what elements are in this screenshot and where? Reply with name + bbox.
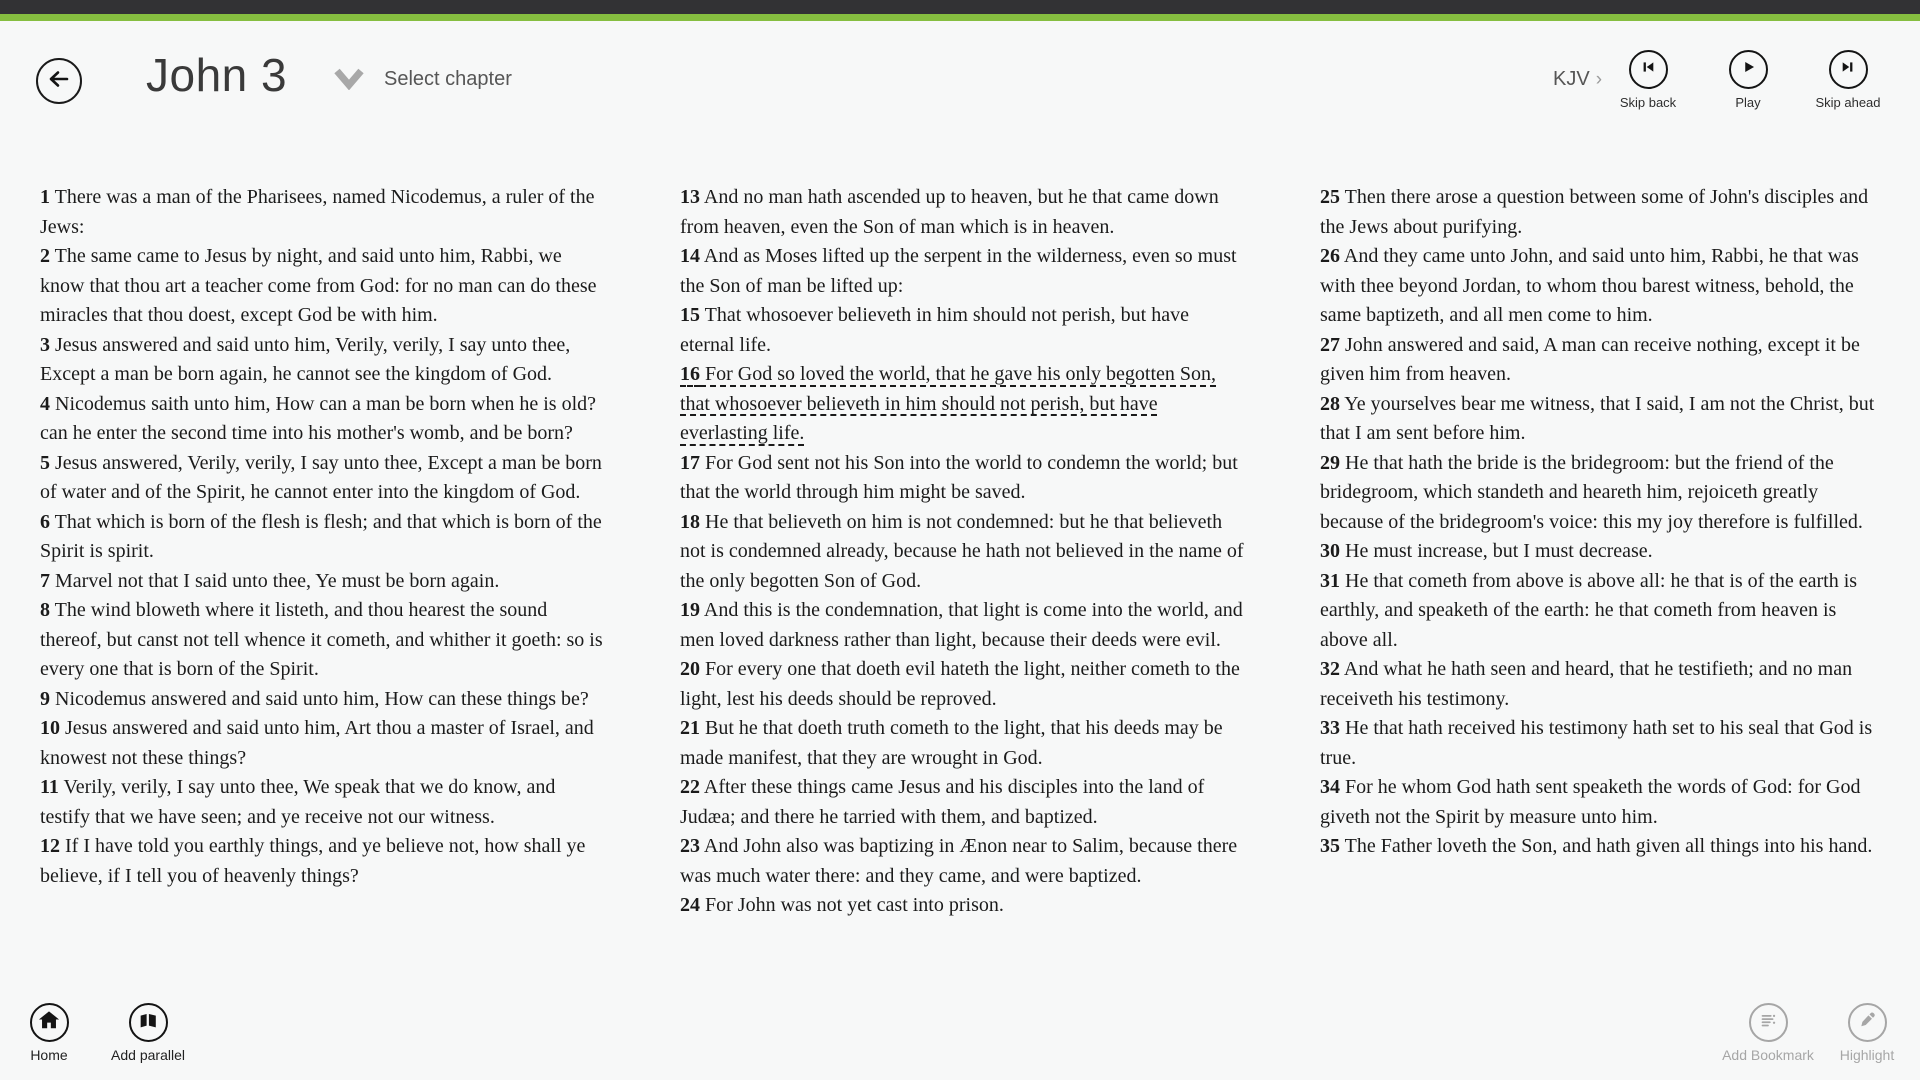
verse-number: 27 (1320, 333, 1340, 356)
skip-ahead-label: Skip ahead (1815, 95, 1881, 110)
back-arrow-icon (46, 66, 72, 97)
verse-25[interactable]: 25 Then there arose a question between some of John's disciples and the Jews about purifying. (1320, 186, 1869, 238)
play-label: Play (1735, 95, 1761, 110)
verse-number: 13 (680, 186, 700, 208)
verse-number: 10 (40, 717, 60, 739)
add-parallel-label: Add parallel (111, 1047, 185, 1063)
add-bookmark-label: Add Bookmark (1722, 1047, 1814, 1063)
add-parallel-button[interactable] (98, 1003, 198, 1063)
verse-6[interactable]: 6 That which is born of the flesh is flesh; and that which is born of the Spirit is spirit. (40, 510, 602, 562)
verse-21[interactable]: 21 But he that doeth truth cometh to the light, that his deeds may be made manifest, that they are wrought in God. (680, 717, 1223, 769)
home-icon (38, 1009, 60, 1036)
verse-number: 9 (40, 687, 50, 710)
verse-number: 31 (1320, 569, 1340, 592)
verse-number: 21 (680, 717, 700, 739)
add-parallel-icon (137, 1009, 159, 1036)
verse-11[interactable]: 11 Verily, verily, I say unto thee, We speak that we do know, and testify that we have seen; and ye receive not our witness. (40, 776, 556, 828)
verse-number: 25 (1320, 186, 1340, 208)
verse-10[interactable]: 10 Jesus answered and said unto him, Art thou a master of Israel, and knowest not these things? (40, 717, 594, 769)
verse-number: 23 (680, 835, 700, 857)
play-button[interactable] (1706, 50, 1790, 110)
verse-26[interactable]: 26 And they came unto John, and said unto him, Rabbi, he that was with thee beyond Jordan, to whom thou barest witness, behold, the same baptizeth, and all men come to him. (1320, 245, 1859, 326)
bookmark-icon (1757, 1009, 1779, 1036)
verse-number: 12 (40, 835, 60, 857)
chevron-down-icon[interactable] (333, 68, 365, 90)
version-selector[interactable] (1553, 68, 1602, 91)
home-label: Home (30, 1047, 68, 1063)
verse-number: 33 (1320, 717, 1340, 739)
home-button[interactable] (7, 1003, 91, 1063)
verse-34[interactable]: 34 For he whom God hath sent speaketh the words of God: for God giveth not the Spirit by measure unto him. (1320, 776, 1861, 828)
verse-number: 8 (40, 599, 50, 621)
verse-number: 28 (1320, 392, 1340, 415)
verse-number: 19 (680, 599, 700, 621)
verse-7[interactable]: 7 Marvel not that I said unto thee, Ye must be born again. (40, 569, 500, 592)
verse-number: 16 (680, 363, 700, 385)
add-bookmark-button[interactable] (1703, 1003, 1833, 1063)
verse-number: 29 (1320, 451, 1340, 474)
verse-number: 30 (1320, 540, 1340, 562)
verse-4[interactable]: 4 Nicodemus saith unto him, How can a man be born when he is old? can he enter the second time into his mother's womb, and be born? (40, 392, 596, 444)
verse-number: 2 (40, 245, 50, 267)
verse-number: 7 (40, 569, 50, 592)
verse-35[interactable]: 35 The Father loveth the Son, and hath given all things into his hand. (1320, 835, 1873, 857)
highlight-label: Highlight (1839, 1047, 1895, 1063)
verse-29[interactable]: 29 He that hath the bride is the bridegroom: but the friend of the bridegroom, which standeth and heareth him, rejoiceth greatly because of the bridegroom's voice: this my joy therefore is fulfilled. (1320, 451, 1863, 533)
verse-32[interactable]: 32 And what he hath seen and heard, that he testifieth; and no man receiveth his testimony. (1320, 658, 1853, 710)
verse-30[interactable]: 30 He must increase, but I must decrease. (1320, 540, 1653, 562)
verse-number: 3 (40, 333, 50, 356)
skip-back-label: Skip back (1619, 95, 1677, 110)
verse-column-1 (40, 183, 604, 891)
play-icon (1737, 56, 1759, 83)
skip-back-button[interactable] (1606, 50, 1690, 110)
verse-13[interactable]: 13 And no man hath ascended up to heaven, but he that came down from heaven, even the Son of man which is in heaven. (680, 186, 1219, 238)
verse-18[interactable]: 18 He that believeth on him is not condemned: but he that believeth not is condemned already, because he hath not believed in the name of the only begotten Son of God. (680, 510, 1244, 592)
verse-number: 14 (680, 245, 700, 267)
back-button[interactable] (36, 58, 82, 104)
verse-number: 24 (680, 894, 700, 916)
verse-number: 20 (680, 658, 700, 680)
verse-17[interactable]: 17 For God sent not his Son into the world to condemn the world; but that the world through him might be saved. (680, 451, 1238, 503)
verse-number: 15 (680, 304, 700, 326)
verse-33[interactable]: 33 He that hath received his testimony hath set to his seal that God is true. (1320, 717, 1873, 769)
accent-green-bar (0, 14, 1920, 21)
skip-back-icon (1637, 56, 1659, 83)
verse-31[interactable]: 31 He that cometh from above is above all: he that is of the earth is earthly, and speaketh of the earth: he that cometh from heaven is above all. (1320, 569, 1858, 651)
verse-number: 32 (1320, 658, 1340, 680)
window-top-bar (0, 0, 1920, 14)
verse-column-2 (680, 183, 1244, 921)
verse-23[interactable]: 23 And John also was baptizing in Ænon near to Salim, because there was much water there: and they came, and were baptized. (680, 835, 1238, 887)
verse-8[interactable]: 8 The wind bloweth where it listeth, and thou hearest the sound thereof, but canst not tell whence it cometh, and whither it goeth: so is every one that is born of the Spirit. (40, 599, 603, 680)
verse-20[interactable]: 20 For every one that doeth evil hateth the light, neither cometh to the light, lest his deeds should be reproved. (680, 658, 1240, 710)
verse-number: 18 (680, 510, 700, 533)
verse-12[interactable]: 12 If I have told you earthly things, and ye believe not, how shall ye believe, if I tell you of heavenly things? (40, 835, 586, 887)
verse-number: 26 (1320, 245, 1340, 267)
verse-number: 35 (1320, 835, 1340, 857)
skip-ahead-button[interactable] (1806, 50, 1890, 110)
verse-number: 34 (1320, 776, 1340, 798)
verse-28[interactable]: 28 Ye yourselves bear me witness, that I said, I am not the Christ, but that I am sent before him. (1320, 392, 1875, 444)
verse-27[interactable]: 27 John answered and said, A man can receive nothing, except it be given him from heaven. (1320, 333, 1860, 385)
verse-number: 5 (40, 451, 50, 474)
highlight-pencil-icon (1856, 1009, 1878, 1036)
verse-column-3 (1320, 183, 1884, 862)
verse-15[interactable]: 15 That whosoever believeth in him should not perish, but have eternal life. (680, 304, 1189, 356)
chevron-right-icon: › (1595, 69, 1603, 90)
page-title: John 3 (146, 49, 288, 101)
verse-2[interactable]: 2 The same came to Jesus by night, and said unto him, Rabbi, we know that thou art a teacher come from God: for no man can do these miracles that thou doest, except God be with him. (40, 245, 597, 326)
highlight-button[interactable] (1822, 1003, 1912, 1063)
verse-number: 4 (40, 392, 50, 415)
verse-number: 22 (680, 776, 700, 798)
verse-5[interactable]: 5 Jesus answered, Verily, verily, I say unto thee, Except a man be born of water and of the Spirit, he cannot enter into the kingdom of God. (40, 451, 602, 503)
verse-number: 17 (680, 451, 700, 474)
select-chapter-button[interactable]: Select chapter (384, 68, 512, 90)
verse-19[interactable]: 19 And this is the condemnation, that light is come into the world, and men loved darkness rather than light, because their deeds were evil. (680, 599, 1243, 651)
verse-14[interactable]: 14 And as Moses lifted up the serpent in the wilderness, even so must the Son of man be lifted up: (680, 245, 1237, 297)
verse-3[interactable]: 3 Jesus answered and said unto him, Verily, verily, I say unto thee, Except a man be born again, he cannot see the kingdom of God. (40, 333, 571, 385)
verse-24[interactable]: 24 For John was not yet cast into prison. (680, 894, 1004, 916)
verse-1[interactable]: 1 There was a man of the Pharisees, named Nicodemus, a ruler of the Jews: (40, 186, 595, 238)
verse-number: 6 (40, 510, 50, 533)
version-label: KJV (1553, 68, 1590, 90)
skip-ahead-icon (1837, 56, 1859, 83)
verse-22[interactable]: 22 After these things came Jesus and his disciples into the land of Judæa; and there he tarried with them, and baptized. (680, 776, 1205, 828)
verse-number: 1 (40, 186, 50, 208)
verse-number: 11 (40, 776, 59, 798)
verse-16[interactable]: 16 For God so loved the world, that he gave his only begotten Son, that whosoever believeth in him should not perish, but have everlasting life. (680, 363, 1217, 444)
verse-9[interactable]: 9 Nicodemus answered and said unto him, How can these things be? (40, 687, 589, 710)
